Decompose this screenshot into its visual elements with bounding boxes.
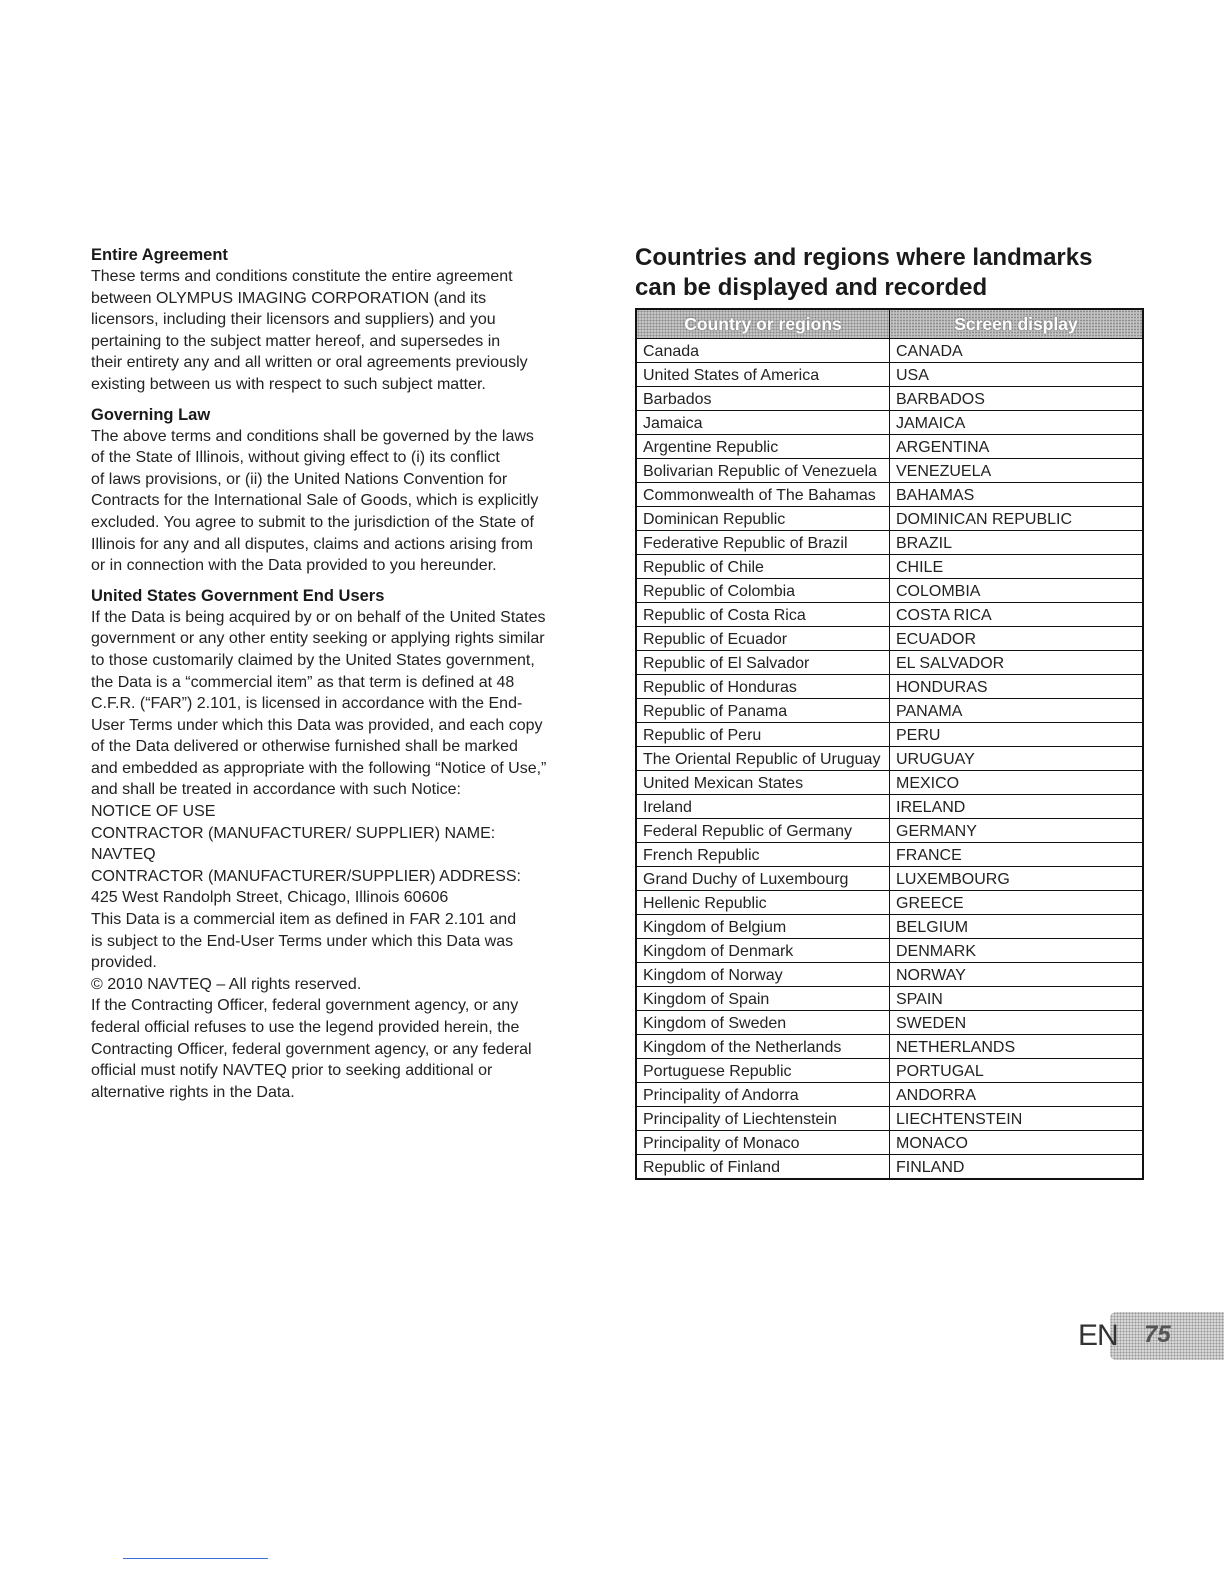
country-cell: The Oriental Republic of Uruguay xyxy=(636,747,890,771)
section-entire-agreement xyxy=(91,245,606,396)
display-cell: LIECHTENSTEIN xyxy=(890,1107,1144,1131)
table-row xyxy=(636,987,1143,1011)
section-heading: United States Government End Users xyxy=(91,586,385,605)
display-cell: EL SALVADOR xyxy=(890,651,1144,675)
text-line: existing between us with respect to such subject matter. xyxy=(91,375,486,393)
footnote-rule xyxy=(123,1558,268,1559)
country-cell: Kingdom of Norway xyxy=(636,963,890,987)
display-cell: MONACO xyxy=(890,1131,1144,1155)
text-line: © 2010 NAVTEQ – All rights reserved. xyxy=(91,975,362,993)
page-number: 75 xyxy=(1144,1321,1171,1348)
country-cell: Principality of Andorra xyxy=(636,1083,890,1107)
column-header-country: Country or regions xyxy=(636,309,890,339)
table-row xyxy=(636,483,1143,507)
text-line: CONTRACTOR (MANUFACTURER/SUPPLIER) ADDRESS: xyxy=(91,867,521,885)
display-cell: COLOMBIA xyxy=(890,579,1144,603)
country-cell: Bolivarian Republic of Venezuela xyxy=(636,459,890,483)
table-row xyxy=(636,1131,1143,1155)
section-body xyxy=(91,266,606,396)
display-cell: LUXEMBOURG xyxy=(890,867,1144,891)
text-line: of the State of Illinois, without giving effect to (i) its conflict xyxy=(91,449,500,467)
text-line: NAVTEQ xyxy=(91,846,156,864)
text-line: to those customarily claimed by the United States government, xyxy=(91,651,535,669)
text-line: federal official refuses to use the legend provided herein, the xyxy=(91,1019,520,1036)
table-row xyxy=(636,1083,1143,1107)
display-cell: PORTUGAL xyxy=(890,1059,1144,1083)
country-cell: Principality of Monaco xyxy=(636,1131,890,1155)
display-cell: BAHAMAS xyxy=(890,483,1144,507)
country-cell: Barbados xyxy=(636,387,890,411)
text-line: NOTICE OF USE xyxy=(91,803,216,821)
country-cell: Hellenic Republic xyxy=(636,891,890,915)
country-cell: Ireland xyxy=(636,795,890,819)
text-line: provided. xyxy=(91,954,157,972)
text-line: is subject to the End-User Terms under which this Data was xyxy=(91,932,514,950)
display-cell: JAMAICA xyxy=(890,411,1144,435)
display-cell: ANDORRA xyxy=(890,1083,1144,1107)
table-row xyxy=(636,579,1143,603)
text-line: licensors, including their licensors and suppliers) and you xyxy=(91,311,496,329)
display-cell: GREECE xyxy=(890,891,1144,915)
country-cell: Republic of Ecuador xyxy=(636,627,890,651)
display-cell: BELGIUM xyxy=(890,915,1144,939)
display-cell: PANAMA xyxy=(890,699,1144,723)
text-line: and embedded as appropriate with the following “Notice of Use,” xyxy=(91,759,547,777)
text-line: Contracts for the International Sale of Goods, which is explicitly xyxy=(91,492,539,510)
right-column xyxy=(635,243,1145,1180)
text-line: If the Data is being acquired by or on behalf of the United States xyxy=(91,608,546,626)
country-cell: Kingdom of Belgium xyxy=(636,915,890,939)
page-title xyxy=(635,243,1145,303)
country-cell: Canada xyxy=(636,339,890,363)
display-cell: USA xyxy=(890,363,1144,387)
table-row xyxy=(636,459,1143,483)
column-header-screen-display: Screen display xyxy=(890,309,1144,339)
text-line: CONTRACTOR (MANUFACTURER/ SUPPLIER) NAME: xyxy=(91,824,496,842)
language-code: EN xyxy=(1078,1319,1118,1352)
text-line: If the Contracting Officer, federal government agency, or any xyxy=(91,997,519,1015)
country-cell: Republic of El Salvador xyxy=(636,651,890,675)
table-row xyxy=(636,819,1143,843)
table-row xyxy=(636,675,1143,699)
table-row xyxy=(636,411,1143,435)
text-line: official must notify NAVTEQ prior to seeking additional or xyxy=(91,1062,493,1080)
display-cell: SPAIN xyxy=(890,987,1144,1011)
text-line: The above terms and conditions shall be governed by the laws xyxy=(91,427,534,445)
display-cell: DENMARK xyxy=(890,939,1144,963)
display-cell: VENEZUELA xyxy=(890,459,1144,483)
title-line: Countries and regions where landmarks xyxy=(635,244,1093,271)
country-cell: Portuguese Republic xyxy=(636,1059,890,1083)
country-cell: Federal Republic of Germany xyxy=(636,819,890,843)
country-cell: Federative Republic of Brazil xyxy=(636,531,890,555)
country-cell: Commonwealth of The Bahamas xyxy=(636,483,890,507)
country-cell: Dominican Republic xyxy=(636,507,890,531)
text-line: C.F.R. (“FAR”) 2.101, is licensed in accordance with the End- xyxy=(91,695,523,713)
section-body xyxy=(91,607,606,1104)
table-row xyxy=(636,651,1143,675)
text-line: and shall be treated in accordance with such Notice: xyxy=(91,781,461,799)
country-cell: Principality of Liechtenstein xyxy=(636,1107,890,1131)
table-row xyxy=(636,1155,1143,1180)
table-row xyxy=(636,723,1143,747)
text-line: of laws provisions, or (ii) the United Nations Convention for xyxy=(91,470,508,488)
text-line: their entirety any and all written or oral agreements previously xyxy=(91,354,528,372)
section-governing-law xyxy=(91,405,606,577)
table-header-row xyxy=(636,309,1143,339)
section-heading: Entire Agreement xyxy=(91,246,228,264)
table-row xyxy=(636,507,1143,531)
display-cell: NORWAY xyxy=(890,963,1144,987)
display-cell: HONDURAS xyxy=(890,675,1144,699)
text-line: the Data is a “commercial item” as that term is defined at 48 xyxy=(91,673,515,691)
page-number-tab xyxy=(1078,1312,1224,1360)
text-line: between OLYMPUS IMAGING CORPORATION (and its xyxy=(91,289,487,307)
display-cell: COSTA RICA xyxy=(890,603,1144,627)
table-row xyxy=(636,747,1143,771)
country-cell: Kingdom of Denmark xyxy=(636,939,890,963)
text-line: Contracting Officer, federal government agency, or any federal xyxy=(91,1040,532,1058)
table-row xyxy=(636,963,1143,987)
table-row xyxy=(636,843,1143,867)
country-cell: Republic of Chile xyxy=(636,555,890,579)
text-line: government or any other entity seeking or applying rights similar xyxy=(91,630,545,648)
text-line: alternative rights in the Data. xyxy=(91,1083,295,1101)
table-row xyxy=(636,1011,1143,1035)
table-row xyxy=(636,435,1143,459)
table-row xyxy=(636,891,1143,915)
text-line: or in connection with the Data provided to you hereunder. xyxy=(91,557,497,575)
country-cell: Republic of Peru xyxy=(636,723,890,747)
table-row xyxy=(636,1035,1143,1059)
table-row xyxy=(636,1059,1143,1083)
display-cell: NETHERLANDS xyxy=(890,1035,1144,1059)
display-cell: CHILE xyxy=(890,555,1144,579)
text-line: User Terms under which this Data was provided, and each copy xyxy=(91,716,543,734)
display-cell: DOMINICAN REPUBLIC xyxy=(890,507,1144,531)
table-row xyxy=(636,339,1143,363)
table-row xyxy=(636,939,1143,963)
country-cell: Jamaica xyxy=(636,411,890,435)
title-line: can be displayed and recorded xyxy=(635,274,988,301)
table-row xyxy=(636,795,1143,819)
country-cell: Kingdom of Sweden xyxy=(636,1011,890,1035)
table-row xyxy=(636,771,1143,795)
left-column xyxy=(91,245,606,1103)
table-body xyxy=(636,339,1143,1180)
display-cell: BARBADOS xyxy=(890,387,1144,411)
section-us-government-end-users xyxy=(91,586,606,1104)
display-cell: FRANCE xyxy=(890,843,1144,867)
country-cell: Grand Duchy of Luxembourg xyxy=(636,867,890,891)
table-row xyxy=(636,699,1143,723)
country-cell: Kingdom of the Netherlands xyxy=(636,1035,890,1059)
table-row xyxy=(636,603,1143,627)
display-cell: IRELAND xyxy=(890,795,1144,819)
country-cell: Republic of Panama xyxy=(636,699,890,723)
display-cell: SWEDEN xyxy=(890,1011,1144,1035)
display-cell: GERMANY xyxy=(890,819,1144,843)
country-cell: Kingdom of Spain xyxy=(636,987,890,1011)
country-cell: United States of America xyxy=(636,363,890,387)
display-cell: ECUADOR xyxy=(890,627,1144,651)
table-row xyxy=(636,867,1143,891)
text-line: This Data is a commercial item as defined in FAR 2.101 and xyxy=(91,911,517,929)
table-row xyxy=(636,627,1143,651)
country-cell: United Mexican States xyxy=(636,771,890,795)
country-cell: French Republic xyxy=(636,843,890,867)
country-cell: Republic of Honduras xyxy=(636,675,890,699)
table-row xyxy=(636,1107,1143,1131)
table-row xyxy=(636,531,1143,555)
display-cell: URUGUAY xyxy=(890,747,1144,771)
section-heading: Governing Law xyxy=(91,405,211,424)
table-row xyxy=(636,555,1143,579)
display-cell: CANADA xyxy=(890,339,1144,363)
text-line: These terms and conditions constitute the entire agreement xyxy=(91,268,513,285)
display-cell: FINLAND xyxy=(890,1155,1144,1180)
display-cell: ARGENTINA xyxy=(890,435,1144,459)
countries-table xyxy=(635,308,1144,1180)
country-cell: Argentine Republic xyxy=(636,435,890,459)
display-cell: MEXICO xyxy=(890,771,1144,795)
text-line: Illinois for any and all disputes, claims and actions arising from xyxy=(91,535,533,553)
text-line: pertaining to the subject matter hereof, and supersedes in xyxy=(91,332,501,350)
text-line: excluded. You agree to submit to the jurisdiction of the State of xyxy=(91,513,534,531)
text-line: 425 West Randolph Street, Chicago, Illinois 60606 xyxy=(91,889,449,907)
section-body xyxy=(91,426,606,577)
table-row xyxy=(636,915,1143,939)
country-cell: Republic of Costa Rica xyxy=(636,603,890,627)
country-cell: Republic of Colombia xyxy=(636,579,890,603)
country-cell: Republic of Finland xyxy=(636,1155,890,1180)
table-row xyxy=(636,387,1143,411)
display-cell: PERU xyxy=(890,723,1144,747)
table-row xyxy=(636,363,1143,387)
display-cell: BRAZIL xyxy=(890,531,1144,555)
text-line: of the Data delivered or otherwise furnished shall be marked xyxy=(91,738,518,756)
